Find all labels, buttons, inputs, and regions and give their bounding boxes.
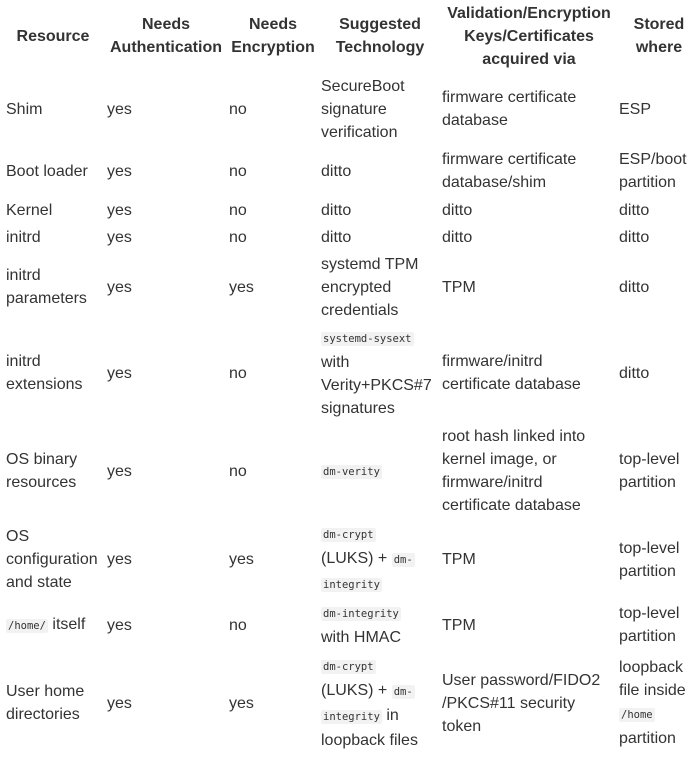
cell-stored	[619, 652, 699, 754]
inline-code: /home/	[8, 619, 46, 632]
cell-resource: initrd extensions	[6, 353, 83, 393]
header-resource: Resource	[16, 27, 90, 45]
inline-code: dm-crypt	[323, 661, 374, 673]
inline-code: dm-crypt	[323, 529, 374, 541]
cell-keys: TPM	[442, 616, 476, 634]
cell-stored: ditto	[619, 278, 650, 296]
header-stored-where: Stored where	[633, 16, 685, 56]
technology-text: with Verity+PKCS#7 signatures	[321, 354, 432, 417]
cell-keys: firmware/initrd certificate database	[442, 353, 581, 393]
cell-stored: top-level partition	[619, 451, 680, 491]
inline-code: dm-verity	[323, 465, 380, 478]
cell-technology	[321, 326, 439, 420]
cell-stored: ESP	[619, 100, 652, 118]
cell-encryption: no	[229, 228, 247, 246]
cell-stored: ditto	[619, 201, 650, 219]
cell-keys: root hash linked into kernel image, or firmware/initrd certificate database	[442, 428, 586, 514]
cell-auth: yes	[107, 616, 132, 634]
inline-code: /home	[621, 709, 653, 721]
cell-technology	[321, 522, 439, 597]
cell-keys: firmware certificate database	[442, 89, 577, 129]
table-row	[0, 522, 700, 597]
table-row	[0, 74, 700, 144]
cell-keys: User password/FIDO2 /PKCS#11 security token	[442, 671, 601, 735]
cell-auth: yes	[107, 551, 132, 568]
cell-encryption: yes	[229, 694, 254, 712]
cell-auth: yes	[107, 162, 132, 180]
cell-technology	[321, 601, 439, 649]
cell-encryption: yes	[229, 551, 254, 568]
header-needs-encryption: Needs Encryption	[231, 16, 315, 56]
cell-encryption: yes	[229, 278, 254, 296]
cell-keys: ditto	[442, 228, 473, 246]
cell-resource: initrd parameters	[6, 267, 87, 307]
table-row	[0, 225, 700, 249]
cell-technology: systemd TPM encrypted credentials	[321, 255, 419, 319]
resource-text: itself	[52, 615, 86, 633]
cell-technology: ditto	[321, 228, 352, 246]
cell-resource: OS configuration and state	[6, 528, 98, 591]
cell-technology: ditto	[321, 201, 352, 219]
cell-resource: Boot loader	[6, 162, 88, 180]
cell-keys: TPM	[442, 551, 476, 568]
cell-technology	[321, 424, 439, 518]
cell-resource: initrd	[6, 228, 41, 246]
technology-text: with HMAC	[321, 629, 402, 646]
cell-technology	[321, 652, 439, 754]
cell-keys: ditto	[442, 201, 473, 219]
cell-stored: ESP/boot partition	[619, 151, 687, 191]
cell-resource: OS binary resources	[6, 451, 78, 491]
stored-text: loopback file inside	[619, 659, 686, 699]
stored-text: partition	[619, 730, 676, 747]
technology-text: (LUKS) +	[321, 550, 388, 567]
header-needs-authentication: Needs Authentication	[110, 16, 222, 56]
inline-code: integrity	[323, 579, 380, 591]
inline-code: systemd-sysext	[323, 333, 412, 345]
table-row	[0, 652, 700, 754]
cell-auth: yes	[107, 694, 132, 712]
table-row	[0, 326, 700, 420]
cell-stored: ditto	[619, 228, 650, 246]
cell-auth: yes	[107, 462, 132, 480]
table-row	[0, 601, 700, 649]
cell-encryption: no	[229, 616, 247, 634]
cell-encryption: no	[229, 162, 247, 180]
technology-text: in	[386, 707, 399, 724]
cell-resource: Kernel	[6, 201, 53, 219]
cell-encryption: no	[229, 201, 247, 219]
cell-technology: SecureBoot signature verification	[321, 77, 405, 141]
cell-resource: Shim	[6, 100, 43, 118]
table-row	[0, 198, 700, 222]
header-keys-acquired-via: Validation/Encryption Keys/Certificates acquired via	[447, 4, 611, 68]
cell-keys: firmware certificate database/shim	[442, 151, 577, 191]
inline-code: dm-	[393, 554, 413, 566]
technology-text: loopback files	[321, 732, 418, 749]
cell-auth: yes	[107, 364, 132, 382]
table-row	[0, 252, 700, 322]
cell-auth: yes	[107, 278, 132, 296]
inline-code: dm-	[393, 686, 413, 698]
cell-auth: yes	[107, 228, 132, 246]
inline-code: integrity	[323, 711, 380, 723]
cell-auth: yes	[107, 201, 132, 219]
cell-technology: ditto	[321, 162, 352, 180]
cell-keys: TPM	[442, 278, 476, 296]
cell-stored: ditto	[619, 364, 650, 382]
cell-resource	[6, 601, 106, 649]
table-row	[0, 424, 700, 518]
inline-code: dm-integrity	[323, 608, 399, 620]
cell-resource: User home directories	[6, 683, 85, 723]
table-row	[0, 147, 700, 195]
cell-stored: top-level partition	[619, 539, 680, 580]
cell-encryption: no	[229, 462, 247, 480]
header-suggested-technology: Suggested Technology	[335, 16, 425, 56]
cell-encryption: no	[229, 364, 247, 382]
technology-text: (LUKS) +	[321, 682, 388, 699]
cell-stored: top-level partition	[619, 605, 680, 645]
cell-auth: yes	[107, 100, 132, 118]
cell-encryption: no	[229, 100, 247, 118]
